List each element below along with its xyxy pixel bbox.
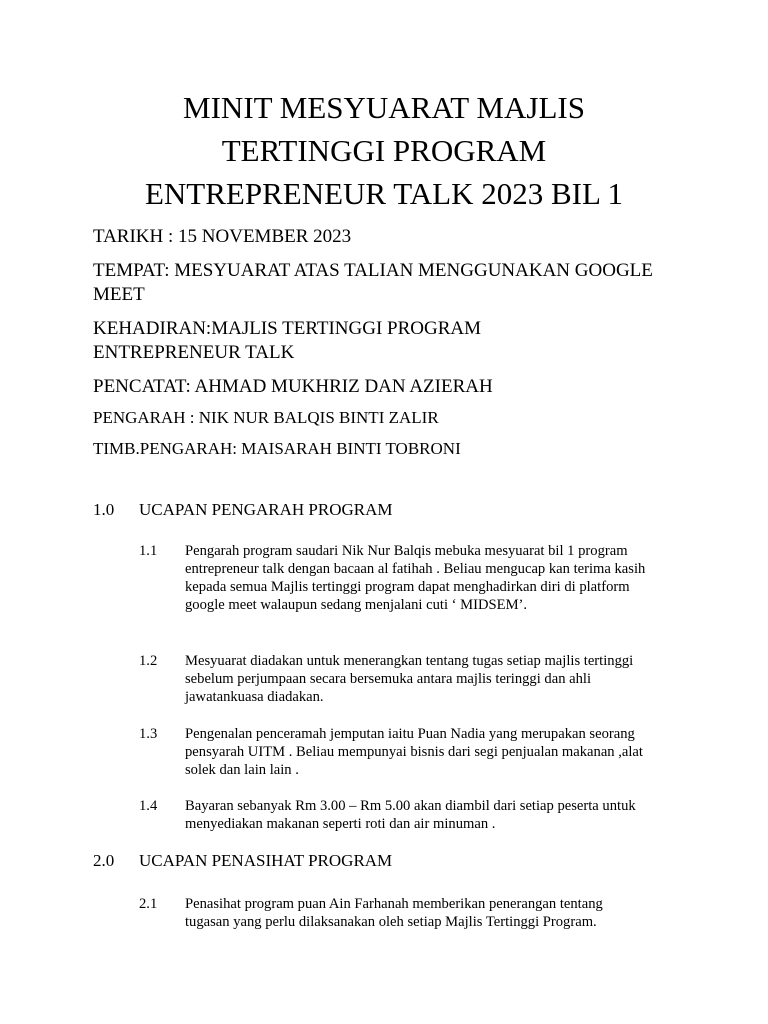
item-line: google meet walaupun sedang menjalani cuti ‘ MIDSEM’. xyxy=(185,597,528,613)
item-line: sebelum perjumpaan secara bersemuka antara majlis teringgi dan ahli xyxy=(185,671,592,687)
item-line: Pengenalan penceramah jemputan iaitu Puan Nadia yang merupakan seorang xyxy=(185,726,635,742)
meeting-date: TARIKH : 15 NOVEMBER 2023 xyxy=(93,226,352,247)
item-line: pensyarah UITM . Beliau mempunyai bisnis dari segi penjualan makanan ,alat xyxy=(185,744,643,760)
item-text xyxy=(185,895,685,931)
meeting-recorder: PENCATAT: AHMAD MUKHRIZ DAN AZIERAH xyxy=(93,376,493,397)
item-number: 2.1 xyxy=(139,896,158,912)
item-line: tugasan yang perlu dilaksanakan oleh setiap Majlis Tertinggi Program. xyxy=(185,914,597,930)
item-line: solek dan lain lain . xyxy=(185,762,299,778)
section-number: 1.0 xyxy=(93,500,115,519)
item-line: kepada semua Majlis tertinggi program dapat menghadirkan diri di platform xyxy=(185,579,630,595)
item-line: menyediakan makanan seperti roti dan air minuman . xyxy=(185,816,496,832)
item-line: jawatankuasa diadakan. xyxy=(185,689,324,705)
item-number: 1.4 xyxy=(139,798,158,814)
item-line: Penasihat program puan Ain Farhanah memberikan penerangan tentang xyxy=(185,896,603,912)
meeting-director: PENGARAH : NIK NUR BALQIS BINTI ZALIR xyxy=(93,408,439,427)
item-line: Bayaran sebanyak Rm 3.00 – Rm 5.00 akan diambil dari setiap peserta untuk xyxy=(185,798,636,814)
document-title xyxy=(60,86,708,215)
section-number: 2.0 xyxy=(93,851,115,870)
item-line: Mesyuarat diadakan untuk menerangkan tentang tugas setiap majlis tertinggi xyxy=(185,653,634,669)
item-text xyxy=(185,652,685,706)
item-line: Pengarah program saudari Nik Nur Balqis mebuka mesyuarat bil 1 program xyxy=(185,543,628,559)
section-title: UCAPAN PENGARAH PROGRAM xyxy=(139,500,393,519)
item-number: 1.2 xyxy=(139,653,158,669)
meeting-venue: TEMPAT: MESYUARAT ATAS TALIAN MENGGUNAKAN GOOGLE MEET xyxy=(93,260,653,305)
meeting-deputy-director: TIMB.PENGARAH: MAISARAH BINTI TOBRONI xyxy=(93,439,461,458)
item-line: entrepreneur talk dengan bacaan al fatihah . Beliau mengucap kan terima kasih xyxy=(185,561,646,577)
title-line: ENTREPRENEUR TALK 2023 BIL 1 xyxy=(144,176,623,211)
item-number: 1.1 xyxy=(139,543,158,559)
item-text xyxy=(185,542,685,614)
title-line: TERTINGGI PROGRAM xyxy=(221,133,547,168)
item-text xyxy=(185,725,685,779)
meeting-attendance: KEHADIRAN:MAJLIS TERTINGGI PROGRAM ENTREPRENEUR TALK xyxy=(93,318,482,363)
title-line: MINIT MESYUARAT MAJLIS xyxy=(183,90,585,125)
item-text xyxy=(185,797,685,833)
section-title: UCAPAN PENASIHAT PROGRAM xyxy=(139,851,393,870)
item-number: 1.3 xyxy=(139,726,158,742)
